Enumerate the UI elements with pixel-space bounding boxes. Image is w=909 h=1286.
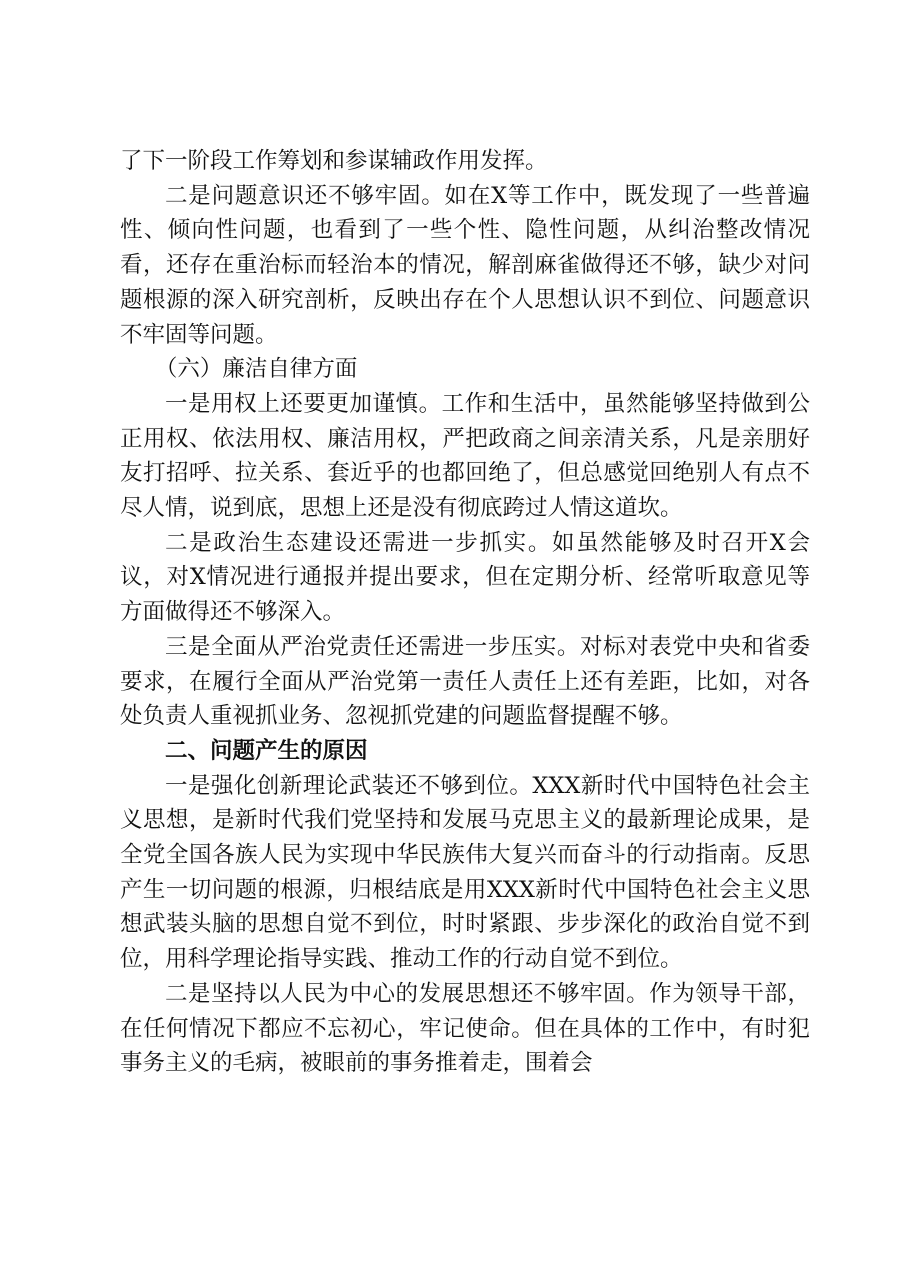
document-body <box>120 144 810 1081</box>
section-heading-integrity: （六）廉洁自律方面 <box>154 356 358 383</box>
paragraph-continued: 了下一阶段工作筹划和参谋辅政作用发挥。 <box>120 148 548 174</box>
paragraph-problem-awareness: 二是问题意识还不够牢固。如在X等工作中，既发现了一些普遍性、倾向性问题，也看到了一些个性、隐性问题，从纠治整改情况看，还存在重治标而轻治本的情况，解剖麻雀做得还不够，缺少对问题根源的深入研究剖析，反映出存在个人思想认识不到位、问题意识不牢固等问题。 <box>120 182 810 348</box>
paragraph-theory-arming: 一是强化创新理论武装还不够到位。XXX新时代中国特色社会主义思想，是新时代我们党坚持和发展马克思主义的最新理论成果，是全党全国各族人民为实现中华民族伟大复兴而奋斗的行动指南。反思产生一切问题的根源，归根结底是用XXX新时代中国特色社会主义思想武装头脑的思想自觉不到位，时时紧跟、步步深化的政治自觉不到位，用科学理论指导实践、推动工作的行动自觉不到位。 <box>120 772 810 973</box>
paragraph-people-centered: 二是坚持以人民为中心的发展思想还不够牢固。作为领导干部，在任何情况下都应不忘初心，牢记使命。但在具体的工作中，有时犯事务主义的毛病，被眼前的事务推着走，围着会 <box>120 980 810 1077</box>
paragraph-party-governance: 三是全面从严治党责任还需进一步压实。对标对表党中央和省委要求，在履行全面从严治党第一责任人责任上还有差距，比如，对各处负责人重视抓业务、忽视抓党建的问题监督提醒不够。 <box>120 633 810 730</box>
paragraph-use-of-power: 一是用权上还要更加谨慎。工作和生活中，虽然能够坚持做到公正用权、依法用权、廉洁用权，严把政商之间亲清关系，凡是亲朋好友打招呼、拉关系、套近乎的也都回绝了，但总感觉回绝别人有点不尽人情，说到底，思想上还是没有彻底跨过人情这道坎。 <box>120 390 810 522</box>
paragraph-political-ecology: 二是政治生态建设还需进一步抓实。如虽然能够及时召开X会议，对X情况进行通报并提出要求，但在定期分析、经常听取意见等方面做得还不够深入。 <box>120 529 810 626</box>
part-heading-causes: 二、问题产生的原因 <box>165 737 368 764</box>
